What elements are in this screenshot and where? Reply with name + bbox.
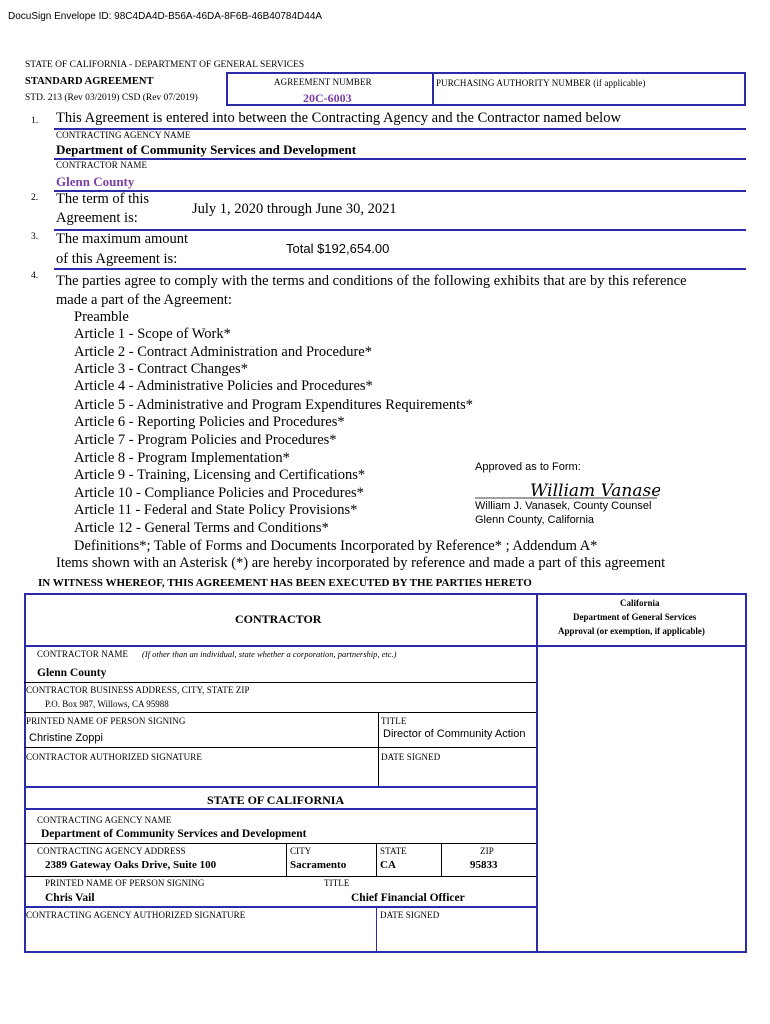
divider xyxy=(24,843,536,844)
exhibit-item: Article 3 - Contract Changes* xyxy=(74,361,248,377)
divider xyxy=(24,682,536,683)
divider xyxy=(54,190,746,192)
divider xyxy=(536,593,538,953)
agreement-number-label: AGREEMENT NUMBER xyxy=(274,77,372,87)
divider xyxy=(54,158,746,160)
amount-label-line2: of this Agreement is: xyxy=(56,251,178,267)
divider xyxy=(24,808,536,810)
divider xyxy=(378,747,379,787)
contractor-address[interactable]: P.O. Box 987, Willows, CA 95988 xyxy=(45,699,169,709)
item-3-number: 3. xyxy=(31,232,39,242)
item-1-text: This Agreement is entered into between the Contracting Agency and the Contractor named below xyxy=(56,110,621,126)
agency-name[interactable]: Department of Community Services and Development xyxy=(56,142,357,157)
agency-name-label: CONTRACTING AGENCY NAME xyxy=(56,130,191,140)
amount-value[interactable]: Total $192,654.00 xyxy=(286,241,390,256)
item-4-line1: The parties agree to comply with the terms and conditions of the following exhibits that are by this reference xyxy=(56,273,687,289)
item-4-number: 4. xyxy=(31,271,39,281)
exhibit-item: Article 8 - Program Implementation* xyxy=(74,450,290,466)
state-agency-name[interactable]: Department of Community Services and Development xyxy=(41,828,307,840)
contractor-name-label: CONTRACTOR NAME xyxy=(56,160,148,170)
approved-as-to-form: Approved as to Form: xyxy=(475,461,581,473)
exhibit-item: Article 9 - Training, Licensing and Certifications* xyxy=(74,467,366,483)
contractor-name-hint: (If other than an individual, state whether a corporation, partnership, etc.) xyxy=(142,649,397,659)
contractor-address-label: CONTRACTOR BUSINESS ADDRESS, CITY, STATE ZIP xyxy=(26,685,250,695)
asterisk-note: Items shown with an Asterisk (*) are hereby incorporated by reference and made a part of this agreement xyxy=(56,555,666,571)
exhibit-item: Article 5 - Administrative and Program Expenditures Requirements* xyxy=(74,397,474,413)
exhibit-item: Article 4 - Administrative Policies and Procedures* xyxy=(74,378,373,394)
exhibit-item: Article 1 - Scope of Work* xyxy=(74,326,231,342)
contractor-name[interactable]: Glenn County xyxy=(56,174,135,189)
contractor-title-label: TITLE xyxy=(381,716,407,726)
department-header: STATE OF CALIFORNIA - DEPARTMENT OF GENERAL SERVICES xyxy=(25,60,305,70)
state-address-label: CONTRACTING AGENCY ADDRESS xyxy=(37,846,186,856)
dgs-line1: California xyxy=(620,598,660,608)
state-date-label: DATE SIGNED xyxy=(380,910,440,920)
divider xyxy=(24,645,747,647)
state-state-label: STATE xyxy=(380,846,407,856)
state-state[interactable]: CA xyxy=(380,859,396,871)
envelope-id: DocuSign Envelope ID: 98C4DA4D-B56A-46DA-8F6B-46B40784D44A xyxy=(8,11,323,22)
item-2-number: 2. xyxy=(31,193,39,203)
contractor-heading: CONTRACTOR xyxy=(235,612,322,626)
approval-signature xyxy=(475,480,660,502)
contractor-name-label-2: CONTRACTOR NAME xyxy=(37,649,129,659)
contractor-printed-name-label: PRINTED NAME OF PERSON SIGNING xyxy=(26,716,186,726)
contractor-printed-name[interactable]: Christine Zoppi xyxy=(29,732,103,744)
state-agency-label: CONTRACTING AGENCY NAME xyxy=(37,815,172,825)
exhibit-item: Article 10 - Compliance Policies and Procedures* xyxy=(74,485,364,501)
exhibit-item: Article 12 - General Terms and Conditions* xyxy=(74,520,329,536)
contractor-name-value[interactable]: Glenn County xyxy=(37,667,107,679)
approval-signature-text: William Vanasek xyxy=(530,481,660,501)
dgs-line3: Approval (or exemption, if applicable) xyxy=(558,626,705,636)
contractor-signature-label: CONTRACTOR AUTHORIZED SIGNATURE xyxy=(26,752,202,762)
exhibit-item: Preamble xyxy=(74,309,129,325)
state-city-label: CITY xyxy=(290,846,312,856)
exhibit-item: Article 7 - Program Policies and Procedures* xyxy=(74,432,337,448)
divider xyxy=(376,906,377,953)
divider xyxy=(24,786,536,788)
term-label-line2: Agreement is: xyxy=(56,210,138,226)
exhibit-item: Article 2 - Contract Administration and Procedure* xyxy=(74,344,372,360)
state-signature-label: CONTRACTING AGENCY AUTHORIZED SIGNATURE xyxy=(26,910,246,920)
state-printed-name[interactable]: Chris Vail xyxy=(45,892,95,904)
agreement-number[interactable]: 20C-6003 xyxy=(303,91,352,105)
form-title: STANDARD AGREEMENT xyxy=(25,76,154,87)
witness-statement: IN WITNESS WHEREOF, THIS AGREEMENT HAS BEEN EXECUTED BY THE PARTIES HERETO xyxy=(38,577,532,589)
exhibit-item: Article 11 - Federal and State Policy Provisions* xyxy=(74,502,358,518)
approval-signer: William J. Vanasek, County Counsel xyxy=(475,500,652,512)
purchasing-authority-label: PURCHASING AUTHORITY NUMBER (if applicable) xyxy=(436,78,646,88)
definitions-line: Definitions*; Table of Forms and Documents Incorporated by Reference* ; Addendum A* xyxy=(74,538,598,554)
divider xyxy=(376,843,377,876)
exhibit-item: Article 6 - Reporting Policies and Procedures* xyxy=(74,414,345,430)
contractor-date-label: DATE SIGNED xyxy=(381,752,441,762)
state-heading: STATE OF CALIFORNIA xyxy=(207,793,345,807)
item-4-line2: made a part of the Agreement: xyxy=(56,292,232,308)
term-label-line1: The term of this xyxy=(56,191,150,207)
divider xyxy=(24,712,536,713)
term-value[interactable]: July 1, 2020 through June 30, 2021 xyxy=(192,201,397,217)
state-address[interactable]: 2389 Gateway Oaks Drive, Suite 100 xyxy=(45,859,217,871)
state-printed-name-label: PRINTED NAME OF PERSON SIGNING xyxy=(45,878,205,888)
divider xyxy=(378,712,379,747)
state-zip[interactable]: 95833 xyxy=(470,859,498,871)
item-1-number: 1. xyxy=(31,116,39,126)
divider xyxy=(54,268,746,270)
state-city[interactable]: Sacramento xyxy=(290,859,347,871)
approval-county: Glenn County, California xyxy=(475,514,595,526)
divider xyxy=(286,843,287,876)
state-zip-label: ZIP xyxy=(480,846,494,856)
divider xyxy=(441,843,442,876)
form-number: STD. 213 (Rev 03/2019) CSD (Rev 07/2019) xyxy=(25,93,198,103)
dgs-line2: Department of General Services xyxy=(573,612,697,622)
state-title[interactable]: Chief Financial Officer xyxy=(351,892,465,904)
divider xyxy=(24,906,536,908)
amount-label-line1: The maximum amount xyxy=(56,231,189,247)
contractor-title[interactable]: Director of Community Action xyxy=(383,728,526,740)
divider xyxy=(24,876,536,877)
state-title-label: TITLE xyxy=(324,878,350,888)
divider xyxy=(24,747,536,748)
